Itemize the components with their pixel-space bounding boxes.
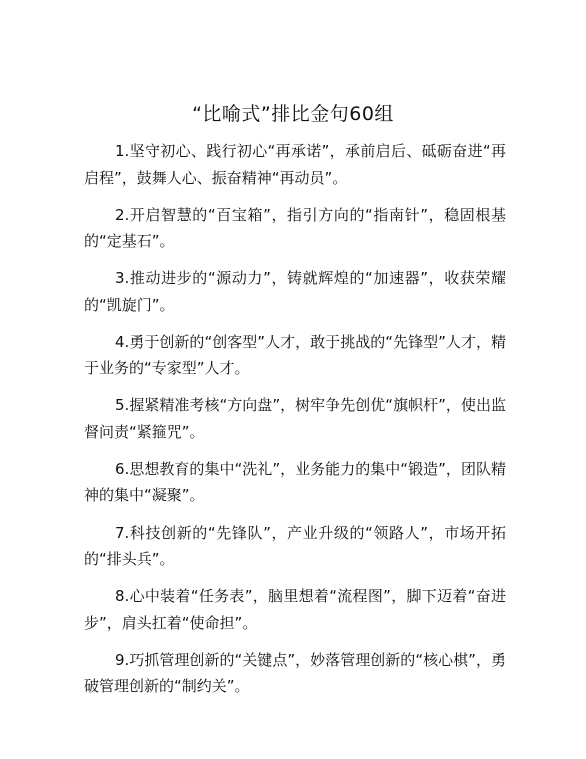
paragraph-1: 1.坚守初心、践行初心“再承诺”，承前启后、砥砺奋进“再启程”，鼓舞人心、振奋精神“再动员”。: [84, 142, 506, 187]
paragraph-7: 7.科技创新的“先锋队”，产业升级的“领路人”，市场开拓的“排头兵”。: [84, 523, 506, 569]
paragraph-2: 2.开启智慧的“百宝箱”，指引方向的“指南针”，稳固根基的“定基石”。: [84, 205, 506, 251]
document-title: “比喻式”排比金句60组: [192, 103, 394, 125]
document-body: [84, 138, 506, 710]
paragraph-9: 9.巧抓管理创新的“关键点”，妙落管理创新的“核心棋”，勇破管理创新的“制约关”。: [84, 650, 506, 696]
paragraph-5: 5.握紧精准考核“方向盘”，树牢争先创优“旗帜杆”，使出监督问责“紧箍咒”。: [84, 396, 506, 441]
paragraph-4: 4.勇于创新的“创客型”人才，敢于挑战的“先锋型”人才，精于业务的“专家型”人才。: [84, 332, 506, 378]
paragraph-3: 3.推动进步的“源动力”，铸就辉煌的“加速器”，收获荣耀的“凯旋门”。: [84, 269, 506, 314]
paragraph-8: 8.心中装着“任务表”，脑里想着“流程图”，脚下迈着“奋进步”，肩头扛着“使命担”。: [84, 587, 506, 632]
paragraph-6: 6.思想教育的集中“洗礼”，业务能力的集中“锻造”，团队精神的集中“凝聚”。: [84, 459, 506, 505]
